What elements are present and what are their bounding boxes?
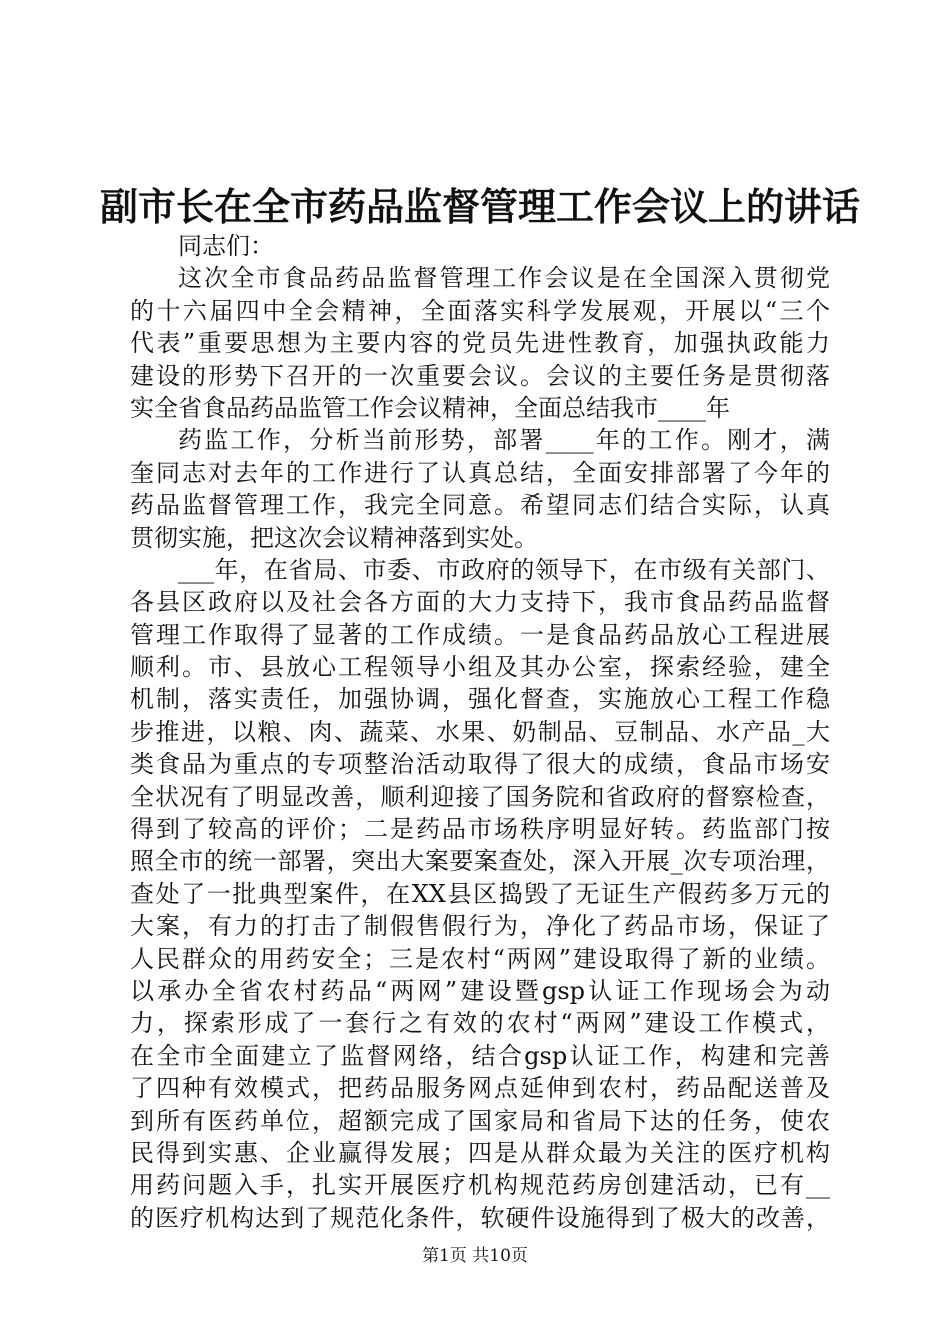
paragraph-line: 用药问题入手，扎实开展医疗机构规范药房创建活动，已有__ — [130, 1171, 830, 1200]
paragraph-line: 到所有医药单位，超额完成了国家局和省局下达的任务，使农 — [130, 1106, 830, 1135]
paragraph-line: 药监工作，分析当前形势，部署____年的工作。刚才，满 — [178, 426, 830, 455]
document-title: 副市长在全市药品监督管理工作会议上的讲话 — [100, 184, 861, 229]
paragraph-line: 了四种有效模式，把药品服务网点延伸到农村，药品配送普及 — [130, 1074, 830, 1103]
paragraph-line: 得到了较高的评价；二是药品市场秩序明显好转。药监部门按 — [130, 815, 830, 844]
document-body — [130, 230, 830, 1234]
paragraph-line: 在全市全面建立了监督网络，结合gsp认证工作，构建和完善 — [130, 1041, 830, 1070]
paragraph-line: 建设的形势下召开的一次重要会议。会议的主要任务是贯彻落 — [130, 361, 830, 390]
paragraph-line: 照全市的统一部署，突出大案要案查处，深入开展_次专项治理， — [130, 847, 830, 876]
paragraph-line: 顺利。市、县放心工程领导小组及其办公室，探索经验，建全 — [130, 653, 830, 682]
salutation-line: 同志们： — [178, 232, 274, 260]
paragraph-line: 各县区政府以及社会各方面的大力支持下，我市食品药品监督 — [130, 588, 830, 617]
page-number: 第1页 共10页 — [422, 1246, 528, 1266]
paragraph-line: 实全省食品药品监管工作会议精神，全面总结我市____年 — [130, 393, 730, 422]
paragraph-line: 的医疗机构达到了规范化条件，软硬件设施得到了极大的改善， — [130, 1203, 830, 1232]
paragraph-line: 贯彻实施，把这次会议精神落到实处。 — [130, 523, 538, 552]
paragraph-line: 以承办全省农村药品“两网”建设暨gsp认证工作现场会为动 — [130, 976, 830, 1005]
paragraph-line: 代表”重要思想为主要内容的党员先进性教育，加强执政能力 — [130, 329, 830, 358]
paragraph-line: 管理工作取得了显著的工作成绩。一是食品药品放心工程进展 — [130, 620, 830, 649]
paragraph-line: 类食品为重点的专项整治活动取得了很大的成绩，食品市场安 — [130, 750, 830, 779]
paragraph-line: ___年，在省局、市委、市政府的领导下，在市级有关部门、 — [178, 555, 830, 584]
paragraph-line: 民得到实惠、企业赢得发展；四是从群众最为关注的医疗机构 — [130, 1138, 830, 1167]
paragraph-line: 奎同志对去年的工作进行了认真总结，全面安排部署了今年的 — [130, 458, 830, 487]
paragraph-line: 这次全市食品药品监督管理工作会议是在全国深入贯彻党 — [178, 264, 830, 293]
paragraph-line: 力，探索形成了一套行之有效的农村“两网”建设工作模式， — [130, 1009, 830, 1038]
paragraph-line: 人民群众的用药安全；三是农村“两网”建设取得了新的业绩。 — [130, 944, 830, 973]
paragraph-line: 查处了一批典型案件，在XX县区捣毁了无证生产假药多万元的 — [130, 879, 830, 908]
paragraph-line: 全状况有了明显改善，顺利迎接了国务院和省政府的督察检查， — [130, 782, 830, 811]
paragraph-line: 步推进，以粮、肉、蔬菜、水果、奶制品、豆制品、水产品_大 — [130, 717, 830, 746]
paragraph-line: 的十六届四中全会精神，全面落实科学发展观，开展以“三个 — [130, 296, 830, 325]
paragraph-line: 药品监督管理工作，我完全同意。希望同志们结合实际，认真 — [130, 491, 830, 520]
paragraph-line: 机制，落实责任，加强协调，强化督查，实施放心工程工作稳 — [130, 685, 830, 714]
paragraph-line: 大案，有力的打击了制假售假行为，净化了药品市场，保证了 — [130, 912, 830, 941]
